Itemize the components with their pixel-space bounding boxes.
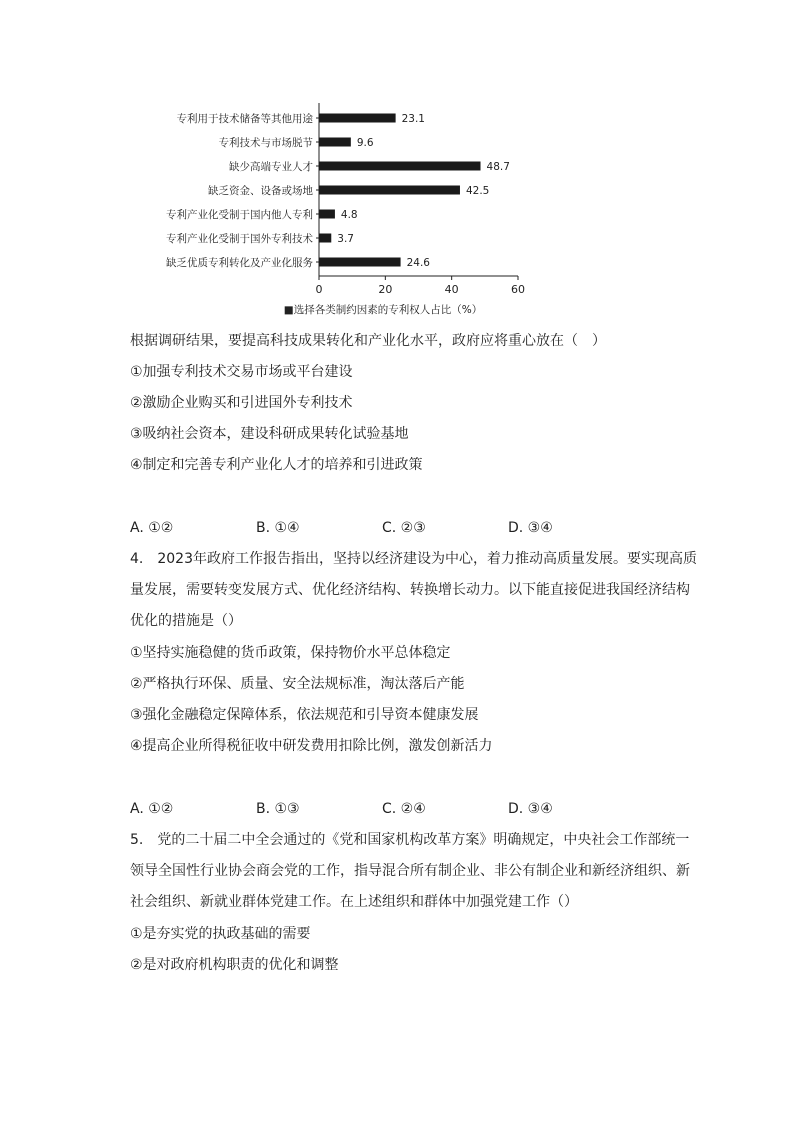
q4-item-3: ③强化金融稳定保障体系，依法规范和引导资本健康发展	[130, 707, 479, 723]
q4-option-d: D. ③④	[508, 801, 553, 817]
bar-value-label: 4.8	[340, 209, 358, 221]
bar-value-label: 23.1	[401, 113, 426, 125]
q3-item-2: ②激励企业购买和引进国外专利技术	[130, 395, 353, 411]
bar-value-label: 9.6	[356, 137, 374, 149]
q4-option-c: C. ②④	[382, 801, 426, 817]
q3-item-1: ①加强专利技术交易市场或平台建设	[130, 364, 353, 380]
category-label: 缺乏资金、设备或场地	[208, 185, 313, 197]
x-tick-label: 0	[315, 283, 323, 296]
q3-item-4: ④制定和完善专利产业化人才的培养和引进政策	[130, 457, 423, 473]
bar-value-label: 3.7	[337, 233, 354, 245]
bar-value-label: 42.5	[465, 185, 490, 197]
q3-stem: 根据调研结果，要提高科技成果转化和产业化水平，政府应将重心放在（ ）	[130, 333, 606, 349]
category-label: 专利技术与市场脱节	[218, 137, 313, 149]
bar-value-label: 48.7	[486, 161, 510, 173]
q4-option-b: B. ①③	[256, 801, 300, 817]
q3-option-b: B. ①④	[256, 520, 300, 536]
x-tick-label: 40	[444, 283, 459, 296]
bar	[319, 258, 401, 267]
q5-line-2: 领导全国性行业协会商会党的工作，指导混合所有制企业、非公有制企业和新经济组织、新	[130, 863, 690, 879]
category-label: 缺少高端专业人才	[229, 161, 313, 173]
bar	[319, 210, 335, 219]
q4-item-1: ①坚持实施稳健的货币政策，保持物价水平总体稳定	[130, 645, 451, 661]
q5-item-1: ①是夯实党的执政基础的需要	[130, 926, 311, 942]
category-label: 专利用于技术储备等其他用途	[176, 113, 313, 125]
legend: ■选择各类制约因素的专利权人占比（%）	[283, 304, 483, 316]
x-tick-label: 20	[378, 283, 393, 296]
bar	[319, 186, 460, 195]
bar-value-label: 24.6	[406, 257, 430, 269]
x-tick-label: 60	[511, 283, 525, 296]
q3-option-a: A. ①②	[130, 520, 174, 536]
bar	[319, 234, 331, 243]
q4-line-2: 量发展，需要转变发展方式、优化经济结构、转换增长动力。以下能直接促进我国经济结构	[130, 582, 690, 598]
q5-item-2: ②是对政府机构职责的优化和调整	[130, 957, 339, 973]
q4-option-a: A. ①②	[130, 801, 174, 817]
bar	[319, 138, 351, 147]
category-label: 缺乏优质专利转化及产业化服务	[166, 257, 313, 269]
category-label: 专利产业化受制于国内他人专利	[166, 209, 313, 221]
q4-item-2: ②严格执行环保、质量、安全法规标准，淘汰落后产能	[130, 676, 465, 692]
q5-line-3: 社会组织、新就业群体党建工作。在上述组织和群体中加强党建工作（）	[130, 894, 578, 910]
q3-option-c: C. ②③	[382, 520, 426, 536]
q5-line-1: 5. 党的二十届二中全会通过的《党和国家机构改革方案》明确规定，中央社会工作部统一	[130, 832, 690, 848]
bar	[319, 162, 481, 171]
bar-chart	[0, 0, 794, 330]
q3-item-3: ③吸纳社会资本，建设科研成果转化试验基地	[130, 426, 409, 442]
category-label: 专利产业化受制于国外专利技术	[166, 233, 313, 245]
q4-line-3: 优化的措施是（）	[130, 613, 242, 629]
q3-option-d: D. ③④	[508, 520, 553, 536]
bar	[319, 114, 396, 123]
q4-line-1: 4. 2023年政府工作报告指出，坚持以经济建设为中心，着力推动高质量发展。要实现高质	[130, 551, 697, 567]
q4-item-4: ④提高企业所得税征收中研发费用扣除比例，激发创新活力	[130, 738, 493, 754]
